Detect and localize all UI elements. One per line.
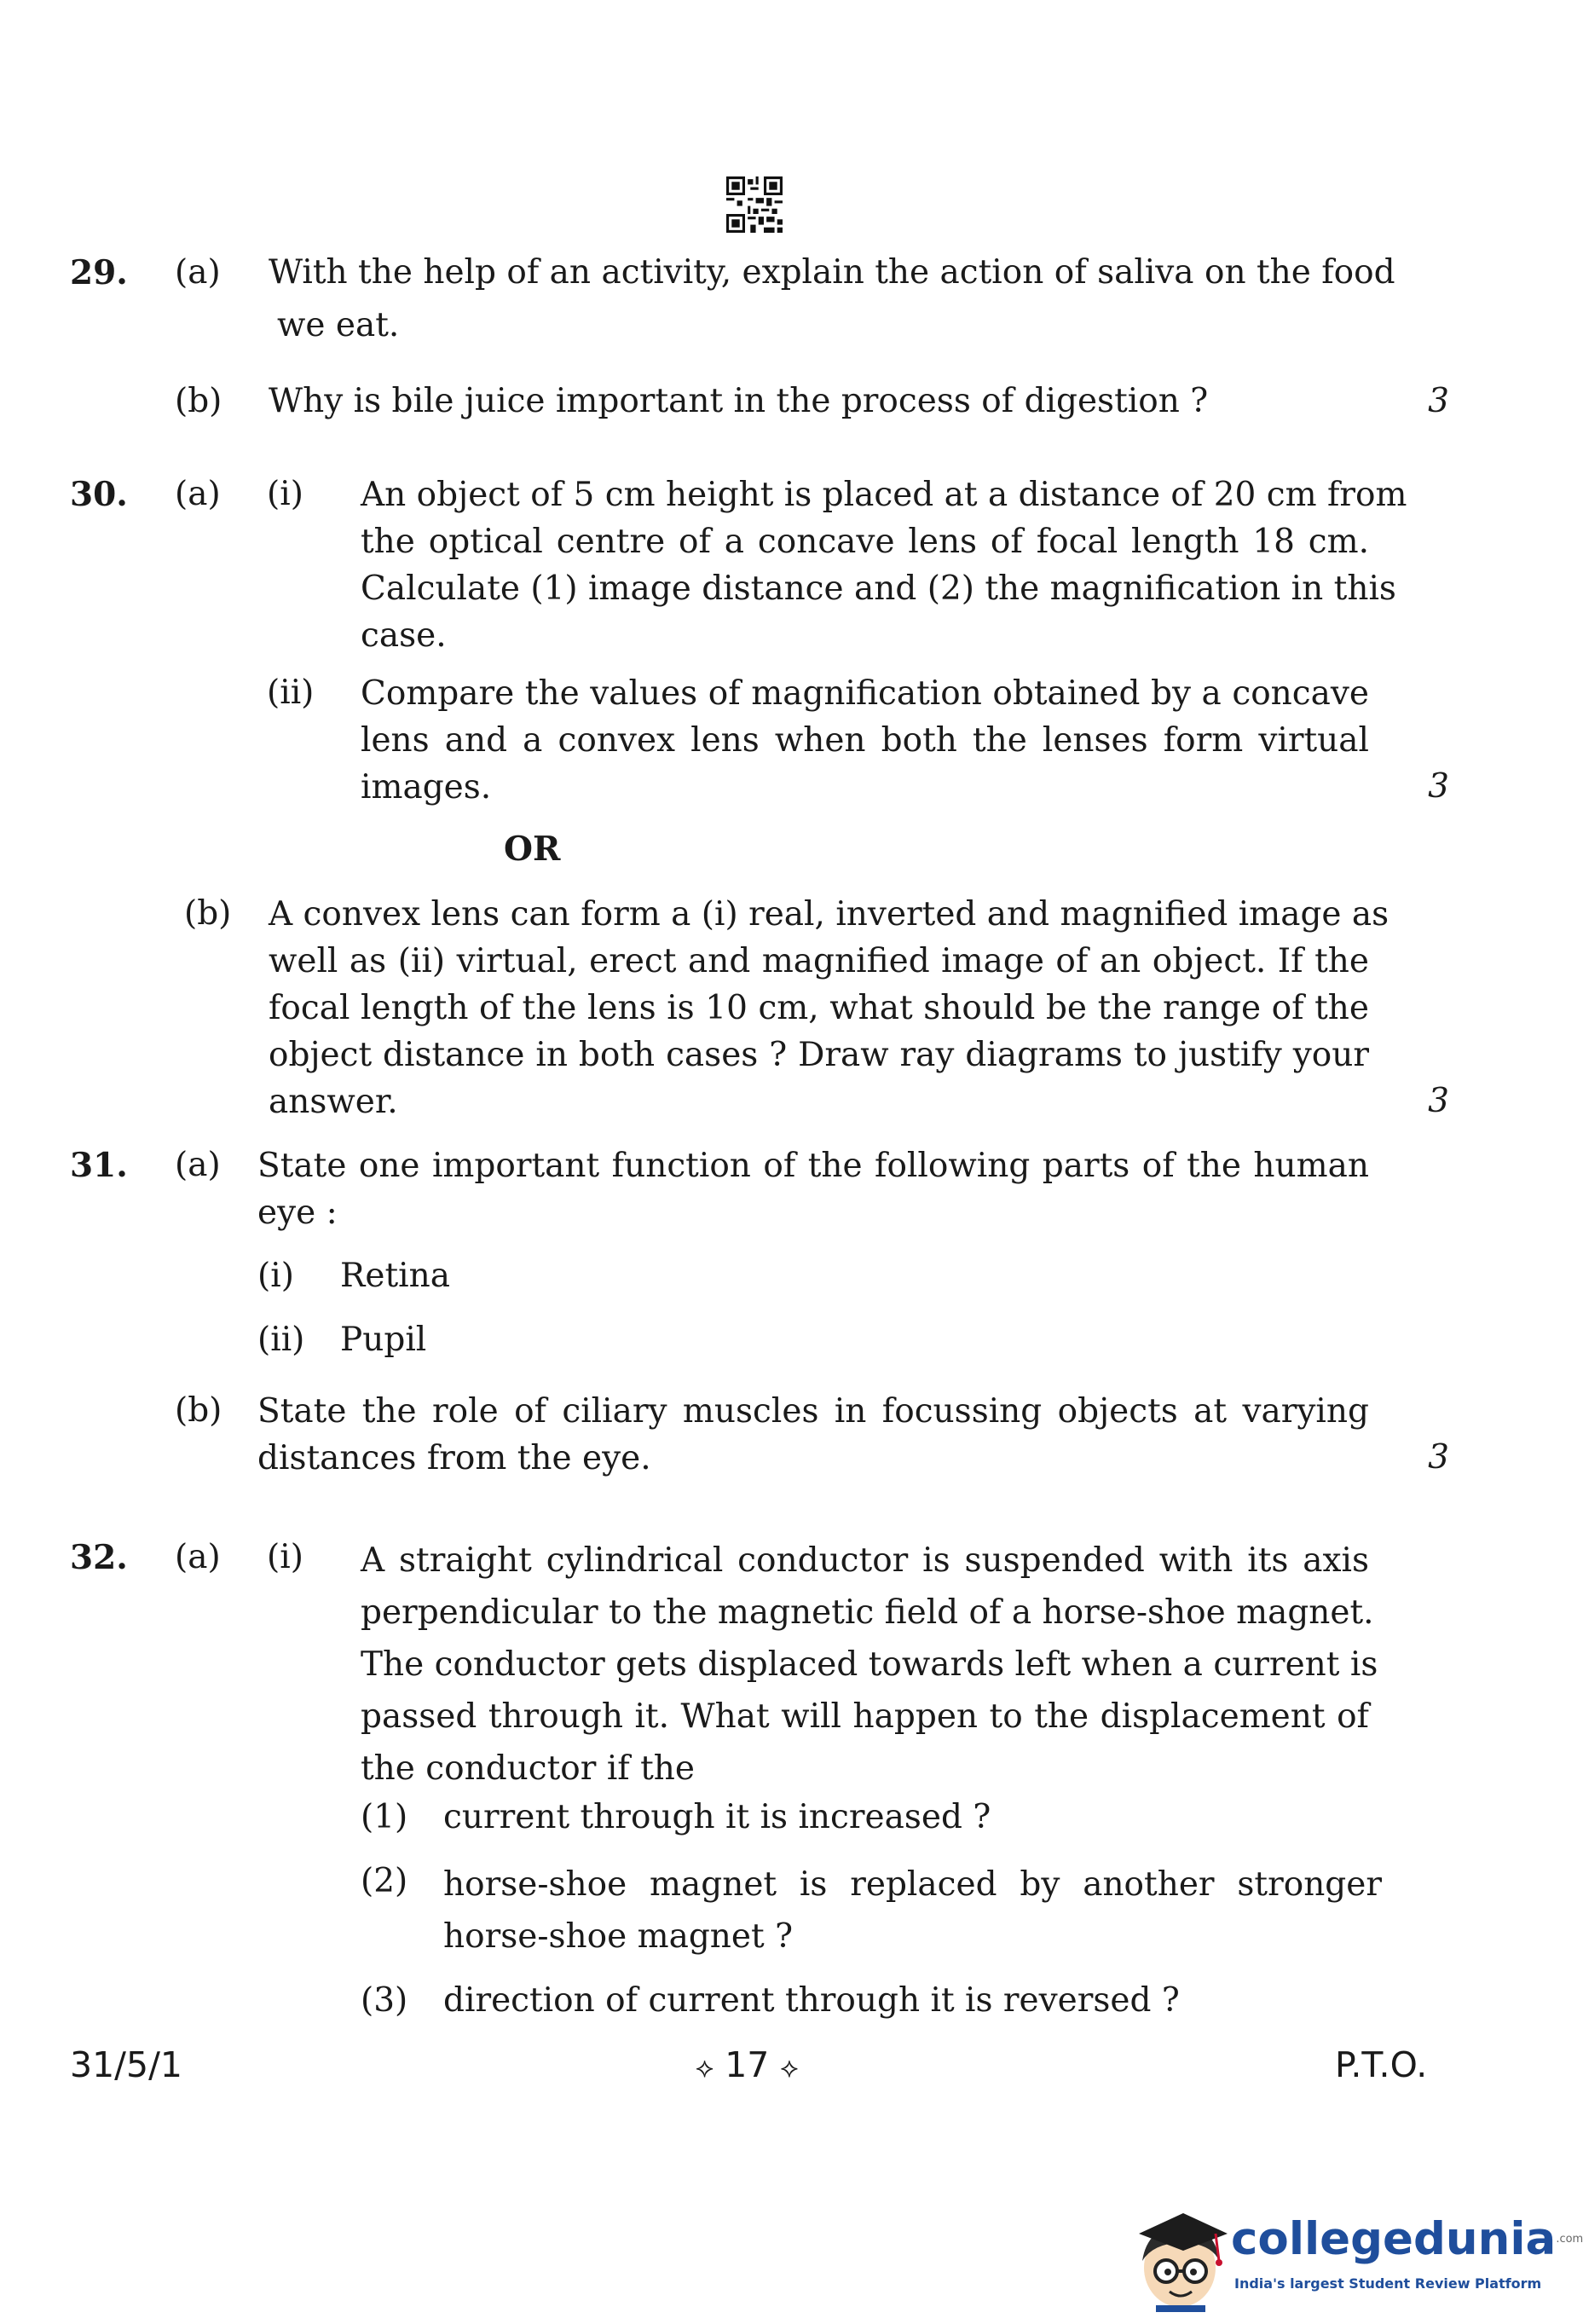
question-text: Calculate (1) image distance and (2) the magnification in this bbox=[361, 569, 1396, 608]
question-text: passed through it. What will happen to the displacement of bbox=[361, 1697, 1369, 1736]
mascot-icon bbox=[1130, 2201, 1231, 2312]
part-label: (a) bbox=[175, 1538, 221, 1576]
subpart-label: (ii) bbox=[257, 1321, 305, 1359]
subpart-label: (i) bbox=[267, 1538, 303, 1576]
part-label: (a) bbox=[175, 253, 221, 292]
question-text: lens and a convex lens when both the lenses form virtual bbox=[361, 721, 1369, 760]
marks: 3 bbox=[1428, 382, 1449, 420]
paper-code: 31/5/1 bbox=[70, 2044, 182, 2085]
ornament-icon: ⟡ bbox=[780, 2051, 799, 2084]
question-text: horse-shoe magnet is replaced by another stronger bbox=[443, 1865, 1382, 1904]
subpart-label: (2) bbox=[361, 1862, 408, 1900]
question-text: object distance in both cases ? Draw ray diagrams to justify your bbox=[269, 1036, 1369, 1074]
question-text: Why is bile juice important in the process of digestion ? bbox=[269, 382, 1209, 420]
pto-label: P.T.O. bbox=[1335, 2044, 1428, 2085]
part-label: (b) bbox=[175, 1391, 222, 1430]
question-text: case. bbox=[361, 616, 447, 655]
question-text: An object of 5 cm height is placed at a distance of 20 cm from bbox=[361, 476, 1407, 514]
logo-wordmark bbox=[1231, 2213, 1583, 2266]
question-text: well as (ii) virtual, erect and magnified image of an object. If the bbox=[269, 942, 1369, 980]
question-text: current through it is increased ? bbox=[443, 1798, 991, 1836]
subpart-label: (i) bbox=[257, 1257, 294, 1295]
question-text: direction of current through it is reversed ? bbox=[443, 1981, 1180, 2020]
question-text: images. bbox=[361, 768, 492, 806]
subpart-label: (ii) bbox=[267, 673, 315, 712]
part-label: (a) bbox=[175, 475, 221, 513]
question-number: 32. bbox=[70, 1538, 128, 1577]
question-text: Pupil bbox=[340, 1321, 427, 1359]
question-number: 30. bbox=[70, 475, 128, 514]
marks: 3 bbox=[1428, 1438, 1449, 1477]
question-text: Retina bbox=[340, 1257, 450, 1295]
page-number-wrapper bbox=[696, 2042, 799, 2090]
question-text: perpendicular to the magnetic field of a horse-shoe magnet. bbox=[361, 1593, 1374, 1632]
part-label: (a) bbox=[175, 1146, 221, 1184]
question-text: horse-shoe magnet ? bbox=[443, 1917, 793, 1956]
collegedunia-logo bbox=[1130, 2201, 1583, 2312]
qr-code-icon bbox=[726, 176, 783, 233]
question-text: State the role of ciliary muscles in focussing objects at varying bbox=[257, 1392, 1369, 1431]
question-text: A convex lens can form a (i) real, inverted and magnified image as bbox=[269, 895, 1389, 934]
marks: 3 bbox=[1428, 767, 1449, 806]
part-label: (b) bbox=[184, 894, 232, 933]
marks: 3 bbox=[1428, 1082, 1449, 1120]
question-text: The conductor gets displaced towards left when a current is bbox=[361, 1645, 1378, 1684]
part-label: (b) bbox=[175, 382, 222, 420]
question-text: the optical centre of a concave lens of focal length 18 cm. bbox=[361, 523, 1369, 561]
question-text: distances from the eye. bbox=[257, 1439, 651, 1477]
question-text: State one important function of the following parts of the human bbox=[257, 1147, 1369, 1185]
question-text: the conductor if the bbox=[361, 1749, 695, 1788]
question-text: answer. bbox=[269, 1083, 398, 1121]
question-text: we eat. bbox=[277, 306, 400, 344]
question-number: 29. bbox=[70, 253, 128, 292]
subpart-label: (3) bbox=[361, 1981, 408, 2020]
question-text: Compare the values of magnification obtained by a concave bbox=[361, 674, 1369, 713]
page-number: 17 bbox=[725, 2044, 770, 2085]
question-text: focal length of the lens is 10 cm, what should be the range of the bbox=[269, 989, 1369, 1027]
logo-name: collegedunia bbox=[1231, 2213, 1557, 2265]
or-separator: OR bbox=[504, 830, 561, 869]
question-number: 31. bbox=[70, 1146, 128, 1185]
logo-tagline: India's largest Student Review Platform bbox=[1234, 2275, 1542, 2292]
subpart-label: (i) bbox=[267, 475, 303, 513]
question-text: eye : bbox=[257, 1194, 338, 1232]
subpart-label: (1) bbox=[361, 1798, 408, 1836]
question-text: A straight cylindrical conductor is suspended with its axis bbox=[361, 1541, 1369, 1580]
ornament-icon: ⟡ bbox=[696, 2051, 714, 2084]
question-text: With the help of an activity, explain the action of saliva on the food bbox=[269, 253, 1395, 292]
logo-suffix: .com bbox=[1556, 2233, 1583, 2246]
